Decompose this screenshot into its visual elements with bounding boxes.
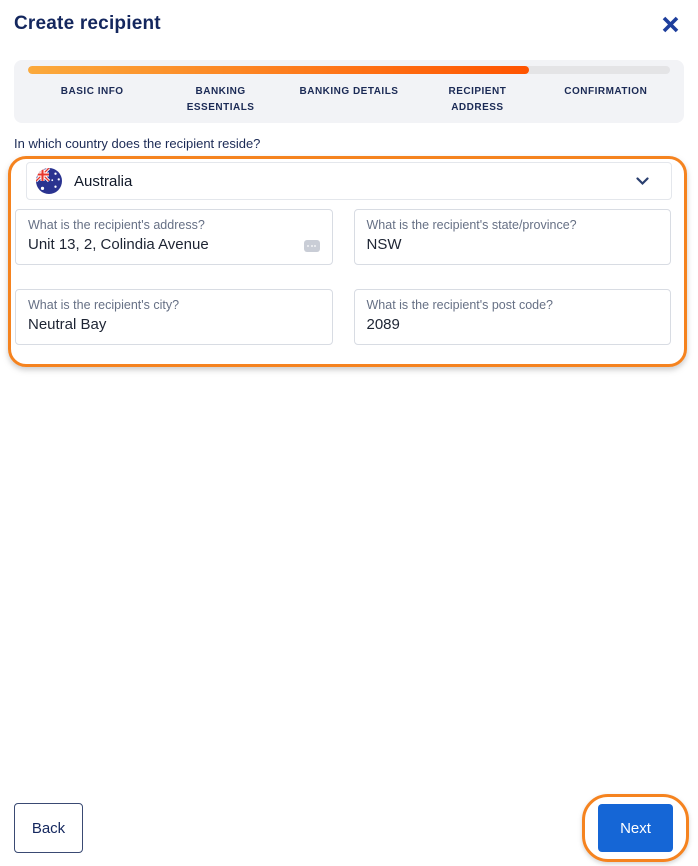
close-icon[interactable] xyxy=(659,13,682,36)
city-field-label: What is the recipient's city? xyxy=(28,298,180,312)
address-input[interactable] xyxy=(28,236,320,253)
progress-stepper xyxy=(14,60,684,123)
next-button-wrap xyxy=(598,804,673,852)
step-banking-essentials: BANKING ESSENTIALS xyxy=(186,86,255,113)
state-field-label: What is the recipient's state/province? xyxy=(366,218,577,232)
address-fields xyxy=(15,209,671,345)
modal-header xyxy=(0,0,698,36)
postcode-field-box xyxy=(354,289,672,345)
address-field-label: What is the recipient's address? xyxy=(28,218,205,232)
step-labels xyxy=(28,84,670,115)
australia-flag-icon xyxy=(36,168,62,194)
page-title: Create recipient xyxy=(14,13,161,34)
step-confirmation: CONFIRMATION xyxy=(564,86,648,97)
state-input[interactable] xyxy=(367,236,659,253)
progress-track xyxy=(28,66,670,74)
step-recipient-address: RECIPIENT ADDRESS xyxy=(448,86,507,113)
progress-fill xyxy=(28,66,529,74)
back-button[interactable]: Back xyxy=(14,803,83,853)
postcode-field-label: What is the recipient's post code? xyxy=(366,298,554,312)
state-field-box xyxy=(354,209,672,265)
country-question-label: In which country does the recipient reside? xyxy=(14,136,261,151)
modal-footer xyxy=(14,803,687,853)
step-basic-info: BASIC INFO xyxy=(60,86,124,97)
country-select[interactable] xyxy=(26,162,672,200)
step-banking-details: BANKING DETAILS xyxy=(299,86,399,97)
autofill-extension-icon[interactable] xyxy=(304,240,320,252)
city-input[interactable] xyxy=(28,316,320,333)
chevron-down-icon xyxy=(636,177,649,186)
city-field-box xyxy=(15,289,333,345)
address-field-box xyxy=(15,209,333,265)
country-selected-value: Australia xyxy=(74,172,133,190)
next-button[interactable]: Next xyxy=(598,804,673,852)
postcode-input[interactable] xyxy=(367,316,659,333)
